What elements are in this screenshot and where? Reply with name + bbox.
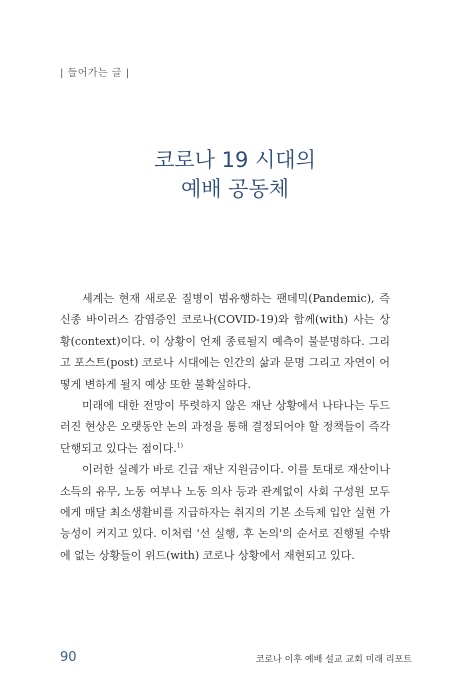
paragraph-1: 세계는 현재 새로운 질병이 범유행하는 팬데믹(Pandemic), 즉 신종 바이러스 감염증인 코로나(COVID-19)와 함께(with) 사는 상황(context)이다. 이 상황이 언제 종료될지 예측이 불분명하다. 그리고 포스트(post) 코로나 시대에는 인간의 삶과 문명 그리고 자연이 어떻게 변하게 될지 예상 또한 불확실하다. [60, 292, 390, 391]
chapter-title-line-1: 코로나 19 시대의 [154, 148, 316, 172]
body-text [60, 288, 390, 566]
footnote-marker: 1) [176, 442, 183, 450]
page-number: 90 [60, 650, 77, 665]
chapter-title-line-2: 예배 공동체 [180, 177, 290, 201]
running-footer: 코로나 이후 예배 설교 교회 미래 리포트 [255, 655, 412, 665]
paragraph-2-text: 미래에 대한 전망이 뚜렷하지 않은 재난 상황에서 나타나는 두드러진 현상은 오랫동안 논의 과정을 통해 결정되어야 할 정책들이 즉각 단행되고 있다는 점이다. [60, 399, 390, 455]
paragraph-2 [60, 395, 390, 459]
section-label: | 들어가는 글 | [60, 68, 130, 79]
paragraph-3: 이러한 실례가 바로 긴급 재난 지원금이다. 이를 토대로 재산이나 소득의 유무, 노동 여부나 노동 의사 등과 관계없이 사회 구성원 모두에게 매달 최소생활비를 지급하자는 취지의 기본 소득제 입안 실현 가능성이 커지고 있다. 이처럼 '선 실행, 후 논의'의 순서로 진행될 수밖에 없는 상황들이 위드(with) 코로나 상황에서 재현되고 있다. [60, 463, 390, 562]
chapter-title [0, 146, 470, 204]
